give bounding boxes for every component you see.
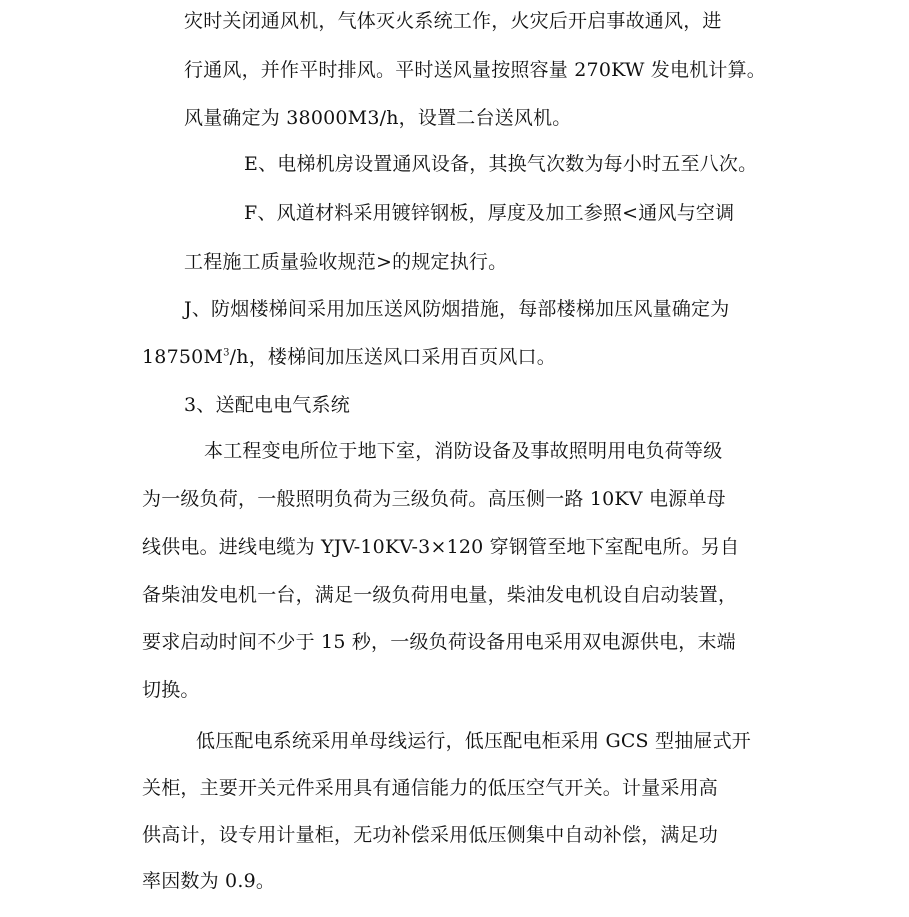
airflow-text: /h，楼梯间加压送风口采用百页风口。	[229, 346, 556, 368]
paragraph-line: 本工程变电所位于地下室，消防设备及事故照明用电负荷等级	[204, 440, 723, 462]
item-e-line: E、电梯机房设置通风设备，其换气次数为每小时五至八次。	[244, 153, 758, 175]
paragraph-line: 切换。	[142, 679, 200, 701]
paragraph-line: 行通风，并作平时排风。平时送风量按照容量 270KW 发电机计算。	[184, 59, 766, 81]
paragraph-line	[142, 344, 556, 370]
paragraph-line: 关柜，主要开关元件采用具有通信能力的低压空气开关。计量采用高	[142, 777, 719, 799]
paragraph-line: 灾时关闭通风机，气体灭火系统工作，火灾后开启事故通风，进	[184, 10, 722, 32]
item-j-line: J、防烟楼梯间采用加压送风防烟措施，每部楼梯加压风量确定为	[184, 298, 730, 320]
paragraph-line: 率因数为 0.9。	[142, 870, 276, 892]
paragraph-line: 线供电。进线电缆为 YJV-10KV-3×120 穿钢管至地下室配电所。另自	[142, 536, 740, 558]
paragraph-line: 工程施工质量验收规范>的规定执行。	[184, 251, 508, 273]
paragraph-line: 备柴油发电机一台，满足一级负荷用电量，柴油发电机设自启动装置，	[142, 584, 738, 606]
paragraph-line: 供高计，设专用计量柜，无功补偿采用低压侧集中自动补偿，满足功	[142, 824, 719, 846]
superscript: 3	[223, 347, 230, 359]
paragraph-line: 风量确定为 38000M3/h，设置二台送风机。	[184, 107, 572, 129]
paragraph-line: 为一级负荷，一般照明负荷为三级负荷。高压侧一路 10KV 电源单母	[142, 488, 726, 510]
paragraph-line: 低压配电系统采用单母线运行，低压配电柜采用 GCS 型抽屉式开	[196, 730, 752, 752]
section-heading: 3、送配电电气系统	[184, 394, 350, 416]
item-f-line: F、风道材料采用镀锌钢板，厚度及加工参照<通风与空调	[244, 202, 735, 224]
airflow-value: 18750M	[142, 346, 224, 368]
paragraph-line: 要求启动时间不少于 15 秒，一级负荷设备用电采用双电源供电，末端	[142, 631, 736, 653]
